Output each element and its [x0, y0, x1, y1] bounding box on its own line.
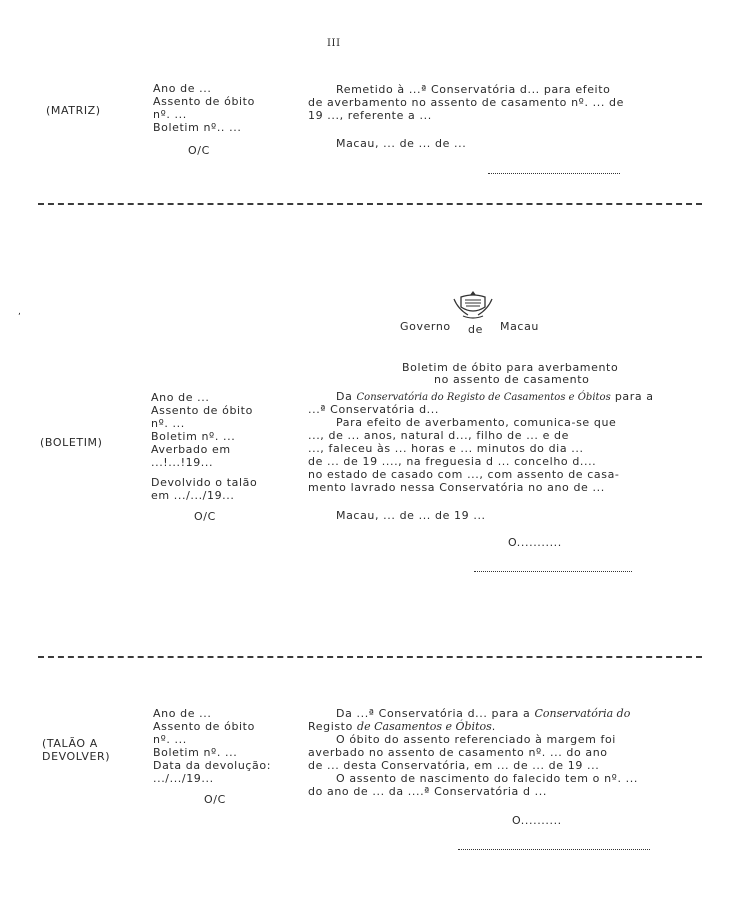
boletim-stub-line: Assento de óbito — [151, 404, 253, 417]
talao-stub-line: Boletim nº. ... — [153, 746, 238, 759]
matriz-body-line: Remetido à ...ª Conservatória d... para efeito — [336, 83, 611, 96]
boletim-body-line: ...ª Conservatória d... — [308, 403, 439, 416]
boletim-stub-line: Ano de ... — [151, 391, 210, 404]
boletim-stub-line: em .../.../19... — [151, 489, 235, 502]
boletim-stub-line: ...!...!19... — [151, 456, 214, 469]
matriz-date-line: Macau, ... de ... de ... — [336, 137, 467, 150]
boletim-date-line: Macau, ... de ... de 19 ... — [336, 509, 486, 522]
boletim-signature-line — [474, 571, 632, 572]
handwritten-office-name: Conservatória do — [534, 707, 631, 720]
stray-mark: , — [18, 307, 22, 317]
from-suffix: para a — [614, 390, 654, 403]
matriz-stub-line: Ano de ... — [153, 82, 212, 95]
page-number: III — [327, 38, 341, 49]
talao-stub-line: nº. ... — [153, 733, 187, 746]
talao-stub-line: Ano de ... — [153, 707, 212, 720]
matriz-stub-oc: O/C — [188, 144, 210, 157]
talao-signature-line — [458, 849, 650, 850]
boletim-body-line: mento lavrado nessa Conservatória no ano de ... — [308, 481, 605, 494]
matriz-stub-line: Boletim nº.. ... — [153, 121, 242, 134]
boletim-signature: O........... — [508, 536, 562, 549]
talao-line-1-text: Da ...ª Conservatória d... para a — [336, 707, 531, 720]
talao-body-line: de ... desta Conservatória, em ... de ... de 19 ... — [308, 759, 600, 772]
boletim-title: Boletim de óbito para averbamento — [402, 361, 619, 374]
boletim-stub-line: Boletim nº. ... — [151, 430, 236, 443]
talao-line-2-suffix: . — [491, 720, 496, 733]
handwritten-office-name: Conservatória do Registo de Casamentos e Óbitos — [356, 392, 611, 403]
boletim-stub-line: nº. ... — [151, 417, 185, 430]
talao-body-line: do ano de ... da ....ª Conservatória d ... — [308, 785, 547, 798]
matriz-body-line: 19 ..., referente a ... — [308, 109, 432, 122]
talao-body-line: averbado no assento de casamento nº. ... do ano — [308, 746, 608, 759]
matriz-side-label: (MATRIZ) — [46, 104, 101, 117]
boletim-stub-line: Averbado em — [151, 443, 231, 456]
cut-line-bottom — [38, 656, 702, 658]
boletim-title: no assento de casamento — [434, 373, 590, 386]
talao-side-label: DEVOLVER) — [42, 750, 111, 763]
talao-line-2 — [308, 721, 496, 734]
talao-line-1 — [336, 708, 630, 721]
talao-side-label: (TALÃO A — [42, 737, 98, 750]
talao-signature: O.......... — [512, 814, 562, 827]
boletim-body-line: de ... de 19 ...., na freguesia d ... concelho d.... — [308, 455, 597, 468]
matriz-stub-line: nº. ... — [153, 108, 187, 121]
talao-body-line: O óbito do assento referenciado à margem foi — [336, 733, 616, 746]
gov-word: Governo — [400, 320, 451, 333]
talao-stub-line: .../.../19... — [153, 772, 214, 785]
boletim-stub-oc: O/C — [194, 510, 216, 523]
matriz-body-line: de averbamento no assento de casamento nº. ... de — [308, 96, 624, 109]
boletim-side-label: (BOLETIM) — [40, 436, 103, 449]
talao-line-2-text: Registo — [308, 720, 353, 733]
talao-stub-line: Assento de óbito — [153, 720, 255, 733]
from-prefix: Da — [336, 390, 353, 403]
gov-word: Macau — [500, 320, 539, 333]
boletim-body-line: ..., faleceu às ... horas e ... minutos do dia ... — [308, 442, 584, 455]
talao-stub-line: Data da devolução: — [153, 759, 272, 772]
handwritten-office-name: de Casamentos e Óbitos — [357, 720, 492, 733]
boletim-body-line: ..., de ... anos, natural d..., filho de ... e de — [308, 429, 569, 442]
matriz-stub-line: Assento de óbito — [153, 95, 255, 108]
boletim-body-line: Para efeito de averbamento, comunica-se que — [336, 416, 617, 429]
boletim-body-line: no estado de casado com ..., com assento de casa- — [308, 468, 620, 481]
coat-of-arms-icon — [451, 289, 495, 321]
cut-line-top — [38, 203, 702, 205]
matriz-signature-line — [488, 173, 620, 174]
boletim-stub-line: Devolvido o talão — [151, 476, 258, 489]
talao-body-line: O assento de nascimento do falecido tem o nº. ... — [336, 772, 638, 785]
talao-stub-oc: O/C — [204, 793, 226, 806]
gov-word: de — [468, 323, 483, 336]
